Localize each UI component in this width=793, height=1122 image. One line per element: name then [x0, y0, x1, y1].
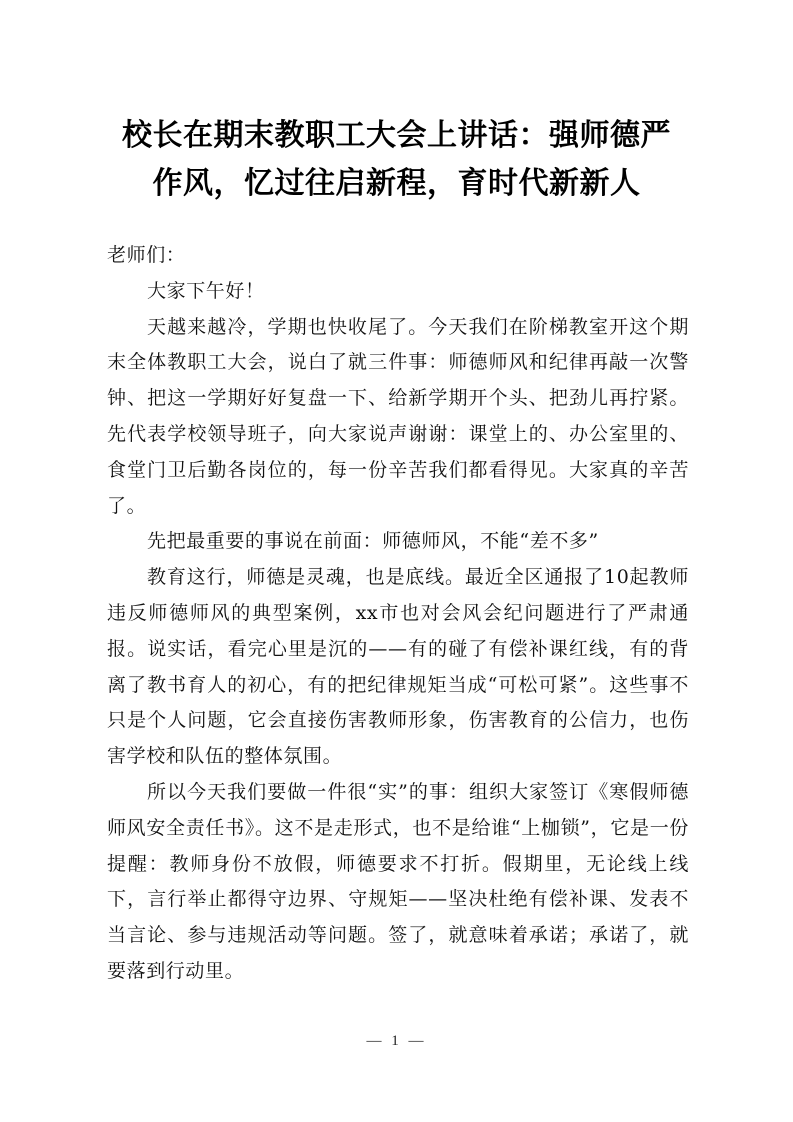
document-title [90, 112, 703, 208]
paragraph-ethics: 教育这行，师德是灵魂，也是底线。最近全区通报了10起教师违反师德师风的典型案例，xx市也对会风会纪问题进行了严肃通报。说实话，看完心里是沉的——有的碰了有偿补课红线，有的背离了教书育人的初心，有的把纪律规矩当成“可松可紧”。这些事不只是个人问题，它会直接伤害教师形象，伤害教育的公信力，也伤害学校和队伍的整体氛围。 [107, 566, 689, 768]
salutation: 老师们： [107, 244, 186, 266]
document-body [107, 238, 689, 990]
paragraph-opening: 天越来越冷，学期也快收尾了。今天我们在阶梯教室开这个期末全体教职工大会，说白了就三件事：师德师风和纪律再敲一次警钟、把这一学期好好复盘一下、给新学期开个头、把劲儿再拧紧。先代表学校领导班子，向大家说声谢谢：课堂上的、办公室里的、食堂门卫后勤各岗位的，每一份辛苦我们都看得见。大家真的辛苦了。 [107, 315, 689, 517]
paragraph-greeting: 大家下午好！ [147, 279, 265, 302]
paragraph-responsibility: 所以今天我们要做一件很“实”的事：组织大家签订《寒假师德师风安全责任书》。这不是走形式，也不是给谁“上枷锁”，它是一份提醒：教师身份不放假，师德要求不打折。假期里，无论线上线下，言行举止都得守边界、守规矩——坚决杜绝有偿补课、发表不当言论、参与违规活动等问题。签了，就意味着承诺；承诺了，就要落到行动里。 [107, 780, 689, 982]
title-line-2: 作风，忆过往启新程，育时代新新人 [152, 166, 641, 201]
page-number: — 1 — [366, 1033, 427, 1049]
section-heading: 先把最重要的事说在前面：师德师风，不能“差不多” [147, 530, 599, 553]
title-line-1: 校长在期末教职工大会上讲话：强师德严 [122, 118, 671, 153]
